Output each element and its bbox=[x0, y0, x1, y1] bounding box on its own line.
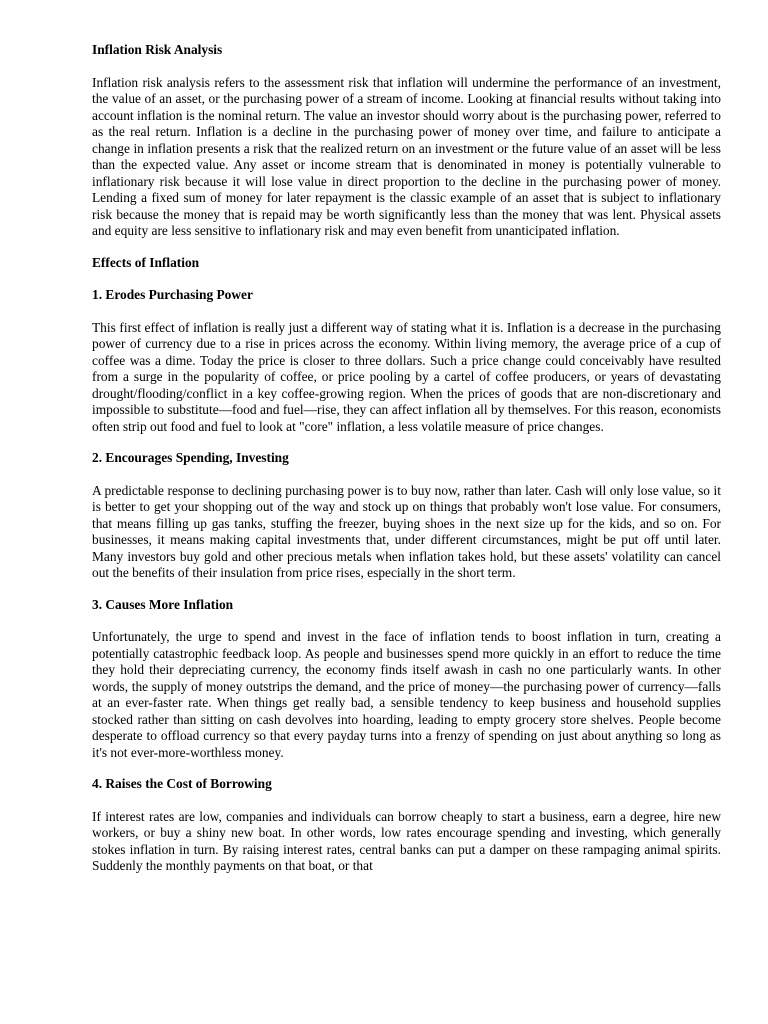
document-title: Inflation Risk Analysis bbox=[92, 42, 223, 57]
section-heading-4: 4. Raises the Cost of Borrowing bbox=[92, 776, 272, 791]
section-heading-2: 2. Encourages Spending, Investing bbox=[92, 450, 289, 465]
document-page bbox=[92, 42, 721, 890]
effects-heading: Effects of Inflation bbox=[92, 254, 200, 270]
section-body-1: This first effect of inflation is really just a different way of stating what it is. Inflation is a decrease in the purchasing power of currency due to a rise in prices across the economy. Within living memory, the average price of a cup of coffee was a dime. Today the price is closer to three dollars. Such a price change could conceivably have resulted from a surge in the popularity of coffee, or price pooling by a cartel of coffee producers, or years of devastating drought/flooding/conflict in a key coffee-growing region. When the prices of goods that are non-discretionary and impossible to substitute—food and fuel—rise, they can affect inflation all by themselves. For this reason, economists often strip out food and fuel to look at "core" inflation, a less volatile measure of price changes. bbox=[92, 319, 721, 434]
section-body-4: If interest rates are low, companies and individuals can borrow cheaply to start a business, earn a degree, hire new workers, or buy a shiny new boat. In other words, low rates encourage spending and investing, which generally stokes inflation in turn. By raising interest rates, central banks can put a damper on these rampaging animal spirits. Suddenly the monthly payments on that boat, or that bbox=[92, 808, 721, 873]
section-heading-1: 1. Erodes Purchasing Power bbox=[92, 287, 253, 302]
section-body-3: Unfortunately, the urge to spend and invest in the face of inflation tends to boost inflation in turn, creating a potentially catastrophic feedback loop. As people and businesses spend more quickly in an effort to reduce the time they hold their depreciating currency, the economy finds itself awash in cash no one particularly wants. In other words, the supply of money outstrips the demand, and the price of money—the purchasing power of currency—falls at an ever-faster rate. When things get really bad, a sensible tendency to keep business and household supplies stocked rather than sitting on cash devolves into hoarding, leading to empty grocery store shelves. People become desperate to offload currency so that every payday turns into a frenzy of spending on just about anything so long as it's not ever-more-worthless money. bbox=[92, 629, 721, 760]
section-body-2: A predictable response to declining purchasing power is to buy now, rather than later. Cash will only lose value, so it is better to get your shopping out of the way and stock up on things that probably won't lose value. For consumers, that means filling up gas tanks, stuffing the freezer, buying shoes in the next size up for the kids, and so on. For businesses, it means making capital investments that, under different circumstances, might be put off until later. Many investors buy gold and other precious metals when inflation takes hold, but these assets' volatility can cancel out the benefits of their insulation from price rises, especially in the short term. bbox=[92, 482, 721, 580]
intro-paragraph: Inflation risk analysis refers to the assessment risk that inflation will undermine the performance of an investment, the value of an asset, or the purchasing power of a stream of income. Looking at financial results without taking into account inflation is the nominal return. The value an investor should worry about is the purchasing power, referred to as the real return. Inflation is a decline in the purchasing power of money over time, and failure to anticipate a change in inflation presents a risk that the realized return on an investment or the future value of an asset will be less than the expected value. Any asset or income stream that is denominated in money is potentially vulnerable to inflationary risk because it will lose value in direct proportion to the decline in the purchasing power of money. Lending a fixed sum of money for later repayment is the classic example of an asset that is subject to inflationary risk because the money that is repaid may be worth significantly less than the money that was lent. Physical assets and equity are less sensitive to inflationary risk and may even benefit from unanticipated inflation. bbox=[92, 74, 721, 238]
section-heading-3: 3. Causes More Inflation bbox=[92, 596, 234, 612]
